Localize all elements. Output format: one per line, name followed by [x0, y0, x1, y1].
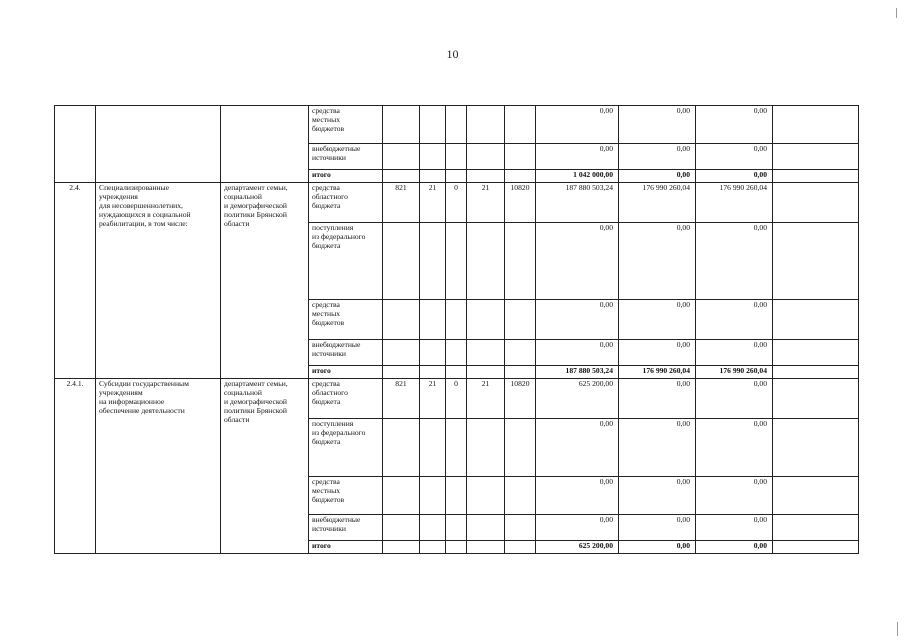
funding-source-cell: средства областного бюджета — [309, 183, 383, 223]
budget-code-cell-5 — [505, 419, 536, 477]
amount-cell-year-1: 0,00 — [536, 144, 619, 170]
amount-cell-year-1: 625 200,00 — [536, 379, 619, 419]
budget-code-cell-1 — [383, 106, 420, 144]
note-cell — [773, 170, 859, 183]
amount-cell-year-1: 0,00 — [536, 340, 619, 366]
amount-cell-year-3: 0,00 — [696, 340, 773, 366]
executor-cell — [221, 106, 309, 183]
budget-code-cell-3 — [446, 144, 467, 170]
note-cell — [773, 366, 859, 379]
scan-edge-mark — [897, 622, 898, 636]
budget-code-cell-1 — [383, 223, 420, 300]
budget-code-cell-4 — [467, 515, 505, 541]
budget-code-cell-1 — [383, 477, 420, 515]
budget-code-cell-2 — [420, 477, 446, 515]
budget-code-cell-2 — [420, 366, 446, 379]
budget-code-cell-3 — [446, 515, 467, 541]
budget-code-cell-5 — [505, 366, 536, 379]
amount-cell-year-3: 0,00 — [696, 379, 773, 419]
budget-code-cell-3 — [446, 366, 467, 379]
budget-code-cell-5 — [505, 106, 536, 144]
item-name-cell: Субсидии государственным учреждениям на информационное обеспечение деятельности — [96, 379, 221, 554]
amount-cell-year-3: 0,00 — [696, 223, 773, 300]
amount-cell-year-1: 0,00 — [536, 477, 619, 515]
funding-source-cell: поступления из федерального бюджета — [309, 419, 383, 477]
budget-code-cell-4: 21 — [467, 379, 505, 419]
scan-edge-mark — [896, 8, 897, 18]
item-number-cell: 2.4.1. — [55, 379, 96, 554]
amount-cell-year-2: 176 990 260,04 — [619, 366, 696, 379]
note-cell — [773, 183, 859, 223]
budget-code-cell-5: 10820 — [505, 183, 536, 223]
amount-cell-year-2: 0,00 — [619, 477, 696, 515]
budget-code-cell-3 — [446, 106, 467, 144]
budget-code-cell-2 — [420, 541, 446, 554]
item-name-cell: Специализированные учреждения для несовершеннолетних, нуждающихся в социальной реабилитации, в том числе: — [96, 183, 221, 379]
amount-cell-year-2: 0,00 — [619, 223, 696, 300]
funding-source-cell: средства местных бюджетов — [309, 300, 383, 340]
amount-cell-year-1: 187 880 503,24 — [536, 366, 619, 379]
table-row — [55, 379, 859, 419]
funding-source-cell: итого — [309, 541, 383, 554]
item-name-cell — [96, 106, 221, 183]
budget-code-cell-1 — [383, 366, 420, 379]
budget-code-cell-2 — [420, 419, 446, 477]
executor-cell: департамент семьи, социальной и демографической политики Брянской области — [221, 379, 309, 554]
budget-code-cell-5 — [505, 515, 536, 541]
budget-code-cell-5 — [505, 144, 536, 170]
budget-code-cell-3: 0 — [446, 379, 467, 419]
budget-code-cell-4 — [467, 340, 505, 366]
executor-cell: департамент семьи, социальной и демографической политики Брянской области — [221, 183, 309, 379]
budget-code-cell-5 — [505, 541, 536, 554]
funding-source-cell: итого — [309, 170, 383, 183]
funding-table — [54, 105, 859, 554]
note-cell — [773, 419, 859, 477]
budget-code-cell-4: 21 — [467, 183, 505, 223]
amount-cell-year-2: 0,00 — [619, 515, 696, 541]
table-row — [55, 106, 859, 144]
budget-code-cell-3 — [446, 300, 467, 340]
amount-cell-year-3: 0,00 — [696, 300, 773, 340]
amount-cell-year-2: 176 990 260,04 — [619, 183, 696, 223]
page-number: 10 — [446, 47, 459, 61]
budget-code-cell-4 — [467, 144, 505, 170]
budget-code-cell-4 — [467, 477, 505, 515]
budget-code-cell-1: 821 — [383, 379, 420, 419]
amount-cell-year-1: 625 200,00 — [536, 541, 619, 554]
budget-code-cell-2 — [420, 170, 446, 183]
budget-code-cell-1 — [383, 300, 420, 340]
amount-cell-year-2: 0,00 — [619, 300, 696, 340]
item-number-cell — [55, 106, 96, 183]
budget-code-cell-4 — [467, 170, 505, 183]
funding-source-cell: итого — [309, 366, 383, 379]
budget-code-cell-4 — [467, 419, 505, 477]
amount-cell-year-2: 0,00 — [619, 419, 696, 477]
amount-cell-year-3: 0,00 — [696, 515, 773, 541]
budget-code-cell-3 — [446, 477, 467, 515]
budget-code-cell-4 — [467, 541, 505, 554]
budget-code-cell-4 — [467, 366, 505, 379]
amount-cell-year-3: 176 990 260,04 — [696, 366, 773, 379]
budget-code-cell-4 — [467, 300, 505, 340]
budget-code-cell-1 — [383, 170, 420, 183]
amount-cell-year-1: 0,00 — [536, 223, 619, 300]
budget-code-cell-3 — [446, 223, 467, 300]
amount-cell-year-1: 1 042 000,00 — [536, 170, 619, 183]
funding-source-cell: средства местных бюджетов — [309, 477, 383, 515]
budget-code-cell-1 — [383, 541, 420, 554]
budget-code-cell-1 — [383, 515, 420, 541]
amount-cell-year-1: 0,00 — [536, 106, 619, 144]
budget-code-cell-2 — [420, 300, 446, 340]
note-cell — [773, 300, 859, 340]
note-cell — [773, 106, 859, 144]
budget-code-cell-2 — [420, 223, 446, 300]
budget-code-cell-2: 21 — [420, 379, 446, 419]
funding-source-cell: средства местных бюджетов — [309, 106, 383, 144]
funding-source-cell: внебюджетные источники — [309, 144, 383, 170]
note-cell — [773, 541, 859, 554]
table-row — [55, 183, 859, 223]
budget-code-cell-2 — [420, 106, 446, 144]
budget-code-cell-3 — [446, 419, 467, 477]
budget-code-cell-5 — [505, 477, 536, 515]
amount-cell-year-1: 0,00 — [536, 515, 619, 541]
budget-code-cell-3 — [446, 170, 467, 183]
amount-cell-year-3: 176 990 260,04 — [696, 183, 773, 223]
amount-cell-year-3: 0,00 — [696, 170, 773, 183]
budget-code-cell-1 — [383, 419, 420, 477]
budget-code-cell-3 — [446, 340, 467, 366]
budget-code-cell-2 — [420, 515, 446, 541]
funding-source-cell: средства областного бюджета — [309, 379, 383, 419]
amount-cell-year-1: 0,00 — [536, 419, 619, 477]
amount-cell-year-2: 0,00 — [619, 379, 696, 419]
note-cell — [773, 340, 859, 366]
budget-code-cell-3: 0 — [446, 183, 467, 223]
funding-source-cell: поступления из федерального бюджета — [309, 223, 383, 300]
budget-code-cell-2 — [420, 144, 446, 170]
funding-source-cell: внебюджетные источники — [309, 340, 383, 366]
budget-code-cell-5: 10820 — [505, 379, 536, 419]
budget-code-cell-1: 821 — [383, 183, 420, 223]
amount-cell-year-2: 0,00 — [619, 106, 696, 144]
amount-cell-year-3: 0,00 — [696, 419, 773, 477]
budget-code-cell-4 — [467, 223, 505, 300]
budget-code-cell-2 — [420, 340, 446, 366]
amount-cell-year-1: 0,00 — [536, 300, 619, 340]
budget-code-cell-1 — [383, 144, 420, 170]
budget-code-cell-3 — [446, 541, 467, 554]
amount-cell-year-2: 0,00 — [619, 541, 696, 554]
budget-code-cell-5 — [505, 223, 536, 300]
note-cell — [773, 515, 859, 541]
amount-cell-year-1: 187 880 503,24 — [536, 183, 619, 223]
amount-cell-year-3: 0,00 — [696, 541, 773, 554]
note-cell — [773, 223, 859, 300]
table-body — [55, 106, 859, 554]
amount-cell-year-3: 0,00 — [696, 144, 773, 170]
budget-code-cell-5 — [505, 300, 536, 340]
budget-code-cell-1 — [383, 340, 420, 366]
budget-code-cell-5 — [505, 170, 536, 183]
item-number-cell: 2.4. — [55, 183, 96, 379]
budget-code-cell-4 — [467, 106, 505, 144]
amount-cell-year-3: 0,00 — [696, 106, 773, 144]
note-cell — [773, 477, 859, 515]
amount-cell-year-2: 0,00 — [619, 170, 696, 183]
amount-cell-year-3: 0,00 — [696, 477, 773, 515]
note-cell — [773, 144, 859, 170]
budget-code-cell-5 — [505, 340, 536, 366]
funding-source-cell: внебюджетные источники — [309, 515, 383, 541]
budget-code-cell-2: 21 — [420, 183, 446, 223]
amount-cell-year-2: 0,00 — [619, 144, 696, 170]
note-cell — [773, 379, 859, 419]
amount-cell-year-2: 0,00 — [619, 340, 696, 366]
